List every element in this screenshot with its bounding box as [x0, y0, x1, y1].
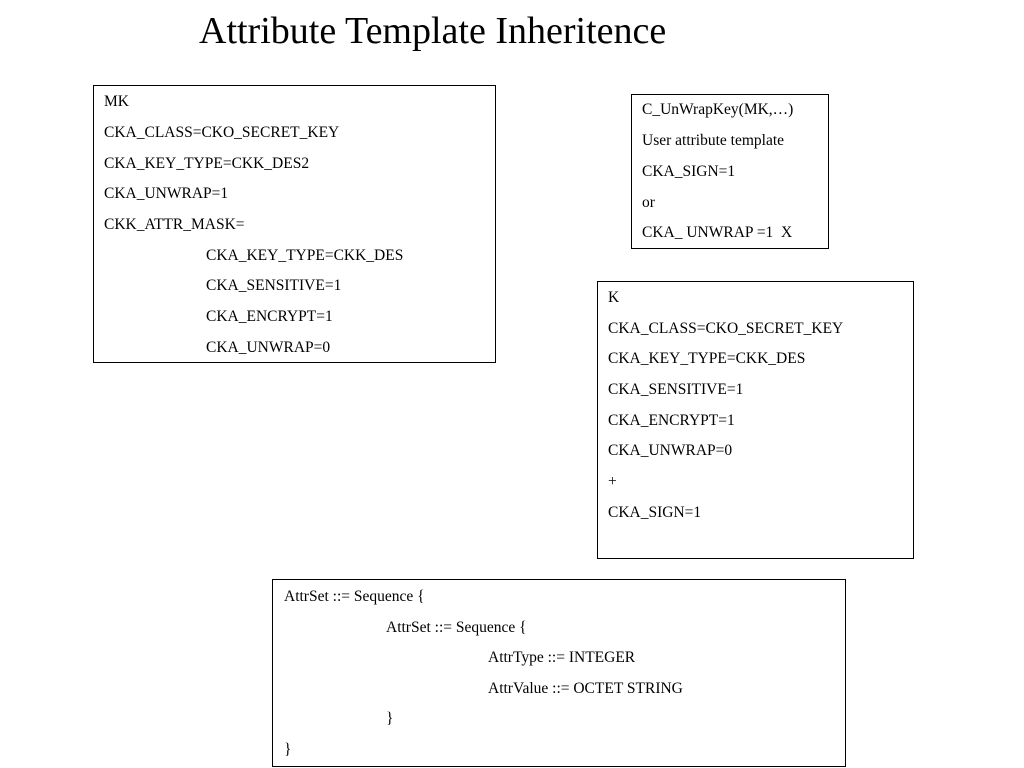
- master-key-box: [93, 85, 496, 363]
- user-template-line: User attribute template: [642, 132, 785, 149]
- k-key-type-line: CKA_KEY_TYPE=CKK_DES: [608, 350, 806, 367]
- asn-inner-close: }: [386, 710, 394, 727]
- unwrap-rejected-line: CKA_ UNWRAP =1 X: [642, 224, 793, 241]
- mask-unwrap-line: CKA_UNWRAP=0: [206, 339, 331, 356]
- k-class-line: CKA_CLASS=CKO_SECRET_KEY: [608, 320, 844, 337]
- unwrap-call-line: C_UnWrapKey(MK,…): [642, 101, 794, 118]
- derived-key-box: [597, 281, 914, 559]
- unwrap-call-box: [631, 94, 829, 249]
- asn-outer-close: }: [284, 741, 292, 758]
- mk-key-type-line: CKA_KEY_TYPE=CKK_DES2: [104, 155, 310, 172]
- k-encrypt-line: CKA_ENCRYPT=1: [608, 412, 735, 429]
- mask-key-type-line: CKA_KEY_TYPE=CKK_DES: [206, 247, 404, 264]
- mk-label: MK: [104, 93, 129, 110]
- k-unwrap-line: CKA_UNWRAP=0: [608, 442, 733, 459]
- mask-encrypt-line: CKA_ENCRYPT=1: [206, 308, 333, 325]
- mk-unwrap-line: CKA_UNWRAP=1: [104, 185, 229, 202]
- mk-attr-mask-line: CKK_ATTR_MASK=: [104, 216, 245, 233]
- k-sensitive-line: CKA_SENSITIVE=1: [608, 381, 744, 398]
- k-plus-line: +: [608, 473, 617, 490]
- asn1-definition-box: [272, 579, 846, 767]
- asn-outer-open: AttrSet ::= Sequence {: [284, 588, 425, 605]
- asn-attr-type: AttrType ::= INTEGER: [488, 649, 636, 666]
- or-line: or: [642, 194, 655, 211]
- slide-title: Attribute Template Inheritence: [199, 10, 667, 52]
- k-label: K: [608, 289, 620, 306]
- mk-class-line: CKA_CLASS=CKO_SECRET_KEY: [104, 124, 340, 141]
- asn-inner-open: AttrSet ::= Sequence {: [386, 619, 527, 636]
- asn-attr-value: AttrValue ::= OCTET STRING: [488, 680, 683, 697]
- sign-line: CKA_SIGN=1: [642, 163, 736, 180]
- mask-sensitive-line: CKA_SENSITIVE=1: [206, 277, 342, 294]
- k-sign-line: CKA_SIGN=1: [608, 504, 702, 521]
